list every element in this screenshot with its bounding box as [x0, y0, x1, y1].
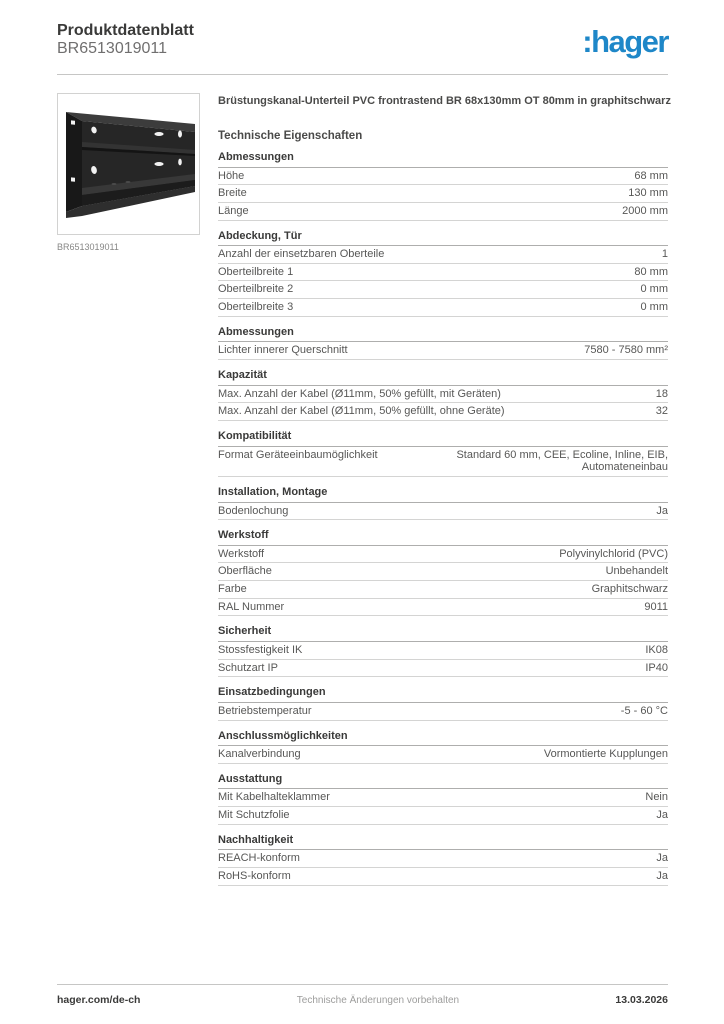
spec-label: Länge	[218, 204, 249, 217]
spec-sections	[218, 151, 668, 886]
footer-date: 13.03.2026	[615, 994, 668, 1006]
spec-label: Mit Schutzfolie	[218, 809, 290, 822]
spec-value: Ja	[656, 852, 668, 865]
product-image-column	[57, 93, 200, 886]
spec-value: Unbehandelt	[605, 565, 668, 578]
spec-label: Oberfläche	[218, 565, 272, 578]
spec-row	[218, 599, 668, 617]
spec-value: -5 - 60 °C	[620, 704, 668, 717]
spec-value: Standard 60 mm, CEE, Ecoline, Inline, EIB, Automateneinbau	[456, 448, 668, 474]
doc-title: Produktdatenblatt	[57, 22, 194, 39]
spec-label: Breite	[218, 187, 247, 200]
spec-label: Lichter innerer Querschnitt	[218, 344, 348, 357]
spec-section	[218, 730, 668, 764]
spec-section	[218, 834, 668, 886]
spec-label: Oberteilbreite 2	[218, 283, 294, 296]
spec-value: 9011	[644, 600, 668, 613]
main-content	[57, 93, 671, 886]
spec-row	[218, 546, 668, 564]
spec-row	[218, 185, 668, 203]
spec-row	[218, 264, 668, 282]
spec-row	[218, 447, 668, 477]
spec-label: Mit Kabelhalteklammer	[218, 791, 330, 804]
spec-value: 1	[661, 248, 668, 261]
spec-section-title: Kapazität	[218, 369, 668, 386]
spec-label: Max. Anzahl der Kabel (Ø11mm, 50% gefüllt, ohne Geräte)	[218, 405, 505, 418]
spec-value: Nein	[645, 791, 668, 804]
spec-value: Ja	[656, 809, 668, 822]
spec-label: Stossfestigkeit IK	[218, 643, 303, 656]
spec-value: 2000 mm	[622, 204, 668, 217]
spec-row	[218, 563, 668, 581]
spec-row	[218, 746, 668, 764]
spec-section	[218, 773, 668, 825]
spec-row	[218, 703, 668, 721]
spec-value: IP40	[645, 661, 668, 674]
spec-row	[218, 203, 668, 221]
spec-value: 68 mm	[634, 169, 668, 182]
spec-section	[218, 151, 668, 221]
spec-section-title: Installation, Montage	[218, 486, 668, 503]
spec-section-title: Nachhaltigkeit	[218, 834, 668, 851]
spec-row	[218, 342, 668, 360]
spec-label: Oberteilbreite 1	[218, 265, 294, 278]
spec-row	[218, 246, 668, 264]
spec-section-title: Kompatibilität	[218, 430, 668, 447]
trunking-profile-illustration	[58, 94, 199, 234]
spec-row	[218, 168, 668, 186]
spec-label: Max. Anzahl der Kabel (Ø11mm, 50% gefüllt, mit Geräten)	[218, 387, 501, 400]
product-title: Brüstungskanal-Unterteil PVC frontrastend BR 68x130mm OT 80mm in graphitschwarz	[218, 94, 671, 107]
spec-section-title: Anschlussmöglichkeiten	[218, 730, 668, 747]
spec-row	[218, 660, 668, 678]
spec-label: Kanalverbindung	[218, 748, 301, 761]
spec-value: 80 mm	[634, 265, 668, 278]
spec-row	[218, 581, 668, 599]
spec-label: RAL Nummer	[218, 600, 285, 613]
spec-section-title: Werkstoff	[218, 529, 668, 546]
spec-value: Vormontierte Kupplungen	[543, 748, 668, 761]
tech-properties-heading: Technische Eigenschaften	[218, 129, 363, 142]
spec-value: Polyvinylchlorid (PVC)	[559, 547, 668, 560]
spec-value: 0 mm	[640, 283, 668, 296]
spec-section	[218, 230, 668, 317]
spec-row	[218, 403, 668, 421]
spec-section-title: Abmessungen	[218, 151, 668, 168]
spec-value: 130 mm	[628, 187, 668, 200]
spec-label: Bodenlochung	[218, 504, 289, 517]
hager-logo: :hager	[582, 24, 668, 59]
spec-value: 7580 - 7580 mm²	[584, 344, 668, 357]
spec-value: Graphitschwarz	[591, 583, 668, 596]
spec-row	[218, 386, 668, 404]
spec-section	[218, 430, 668, 477]
spec-row	[218, 850, 668, 868]
doc-product-id: BR6513019011	[57, 40, 168, 58]
spec-row	[218, 503, 668, 521]
spec-section	[218, 686, 668, 720]
spec-value: 0 mm	[640, 301, 668, 314]
spec-row	[218, 807, 668, 825]
spec-section	[218, 369, 668, 421]
spec-section-title: Einsatzbedingungen	[218, 686, 668, 703]
spec-row	[218, 299, 668, 317]
spec-row	[218, 868, 668, 886]
spec-section	[218, 326, 668, 360]
spec-label: Farbe	[218, 583, 247, 596]
spec-section-title: Sicherheit	[218, 625, 668, 642]
spec-label: Schutzart IP	[218, 661, 278, 674]
spec-label: Betriebstemperatur	[218, 704, 312, 717]
spec-section-title: Abdeckung, Tür	[218, 230, 668, 247]
footer-disclaimer: Technische Änderungen vorbehalten	[296, 995, 460, 1006]
doc-header	[57, 22, 668, 59]
spec-row	[218, 789, 668, 807]
spec-section	[218, 486, 668, 520]
spec-value: Ja	[656, 870, 668, 883]
spec-row	[218, 642, 668, 660]
spec-section-title: Abmessungen	[218, 326, 668, 343]
doc-header-text	[57, 22, 194, 59]
spec-value: Ja	[656, 504, 668, 517]
spec-row	[218, 281, 668, 299]
footer-row	[57, 994, 668, 1006]
spec-section	[218, 625, 668, 677]
spec-value: IK08	[645, 643, 668, 656]
doc-footer	[57, 984, 668, 1006]
footer-website-link[interactable]: hager.com/de-ch	[57, 994, 141, 1006]
footer-divider	[57, 984, 668, 985]
spec-label: Oberteilbreite 3	[218, 301, 294, 314]
spec-label: REACH-konform	[218, 852, 300, 865]
header-divider	[57, 74, 668, 75]
spec-section	[218, 529, 668, 616]
product-image	[57, 93, 200, 235]
spec-label: Format Geräteeinbaumöglichkeit	[218, 448, 378, 461]
spec-label: Anzahl der einsetzbaren Oberteile	[218, 248, 385, 261]
spec-label: RoHS-konform	[218, 870, 291, 883]
product-image-caption: BR6513019011	[57, 241, 119, 252]
spec-section-title: Ausstattung	[218, 773, 668, 790]
spec-value: 32	[655, 405, 668, 418]
spec-column	[218, 93, 671, 886]
spec-label: Werkstoff	[218, 547, 265, 560]
spec-label: Höhe	[218, 169, 245, 182]
spec-value: 18	[655, 387, 668, 400]
